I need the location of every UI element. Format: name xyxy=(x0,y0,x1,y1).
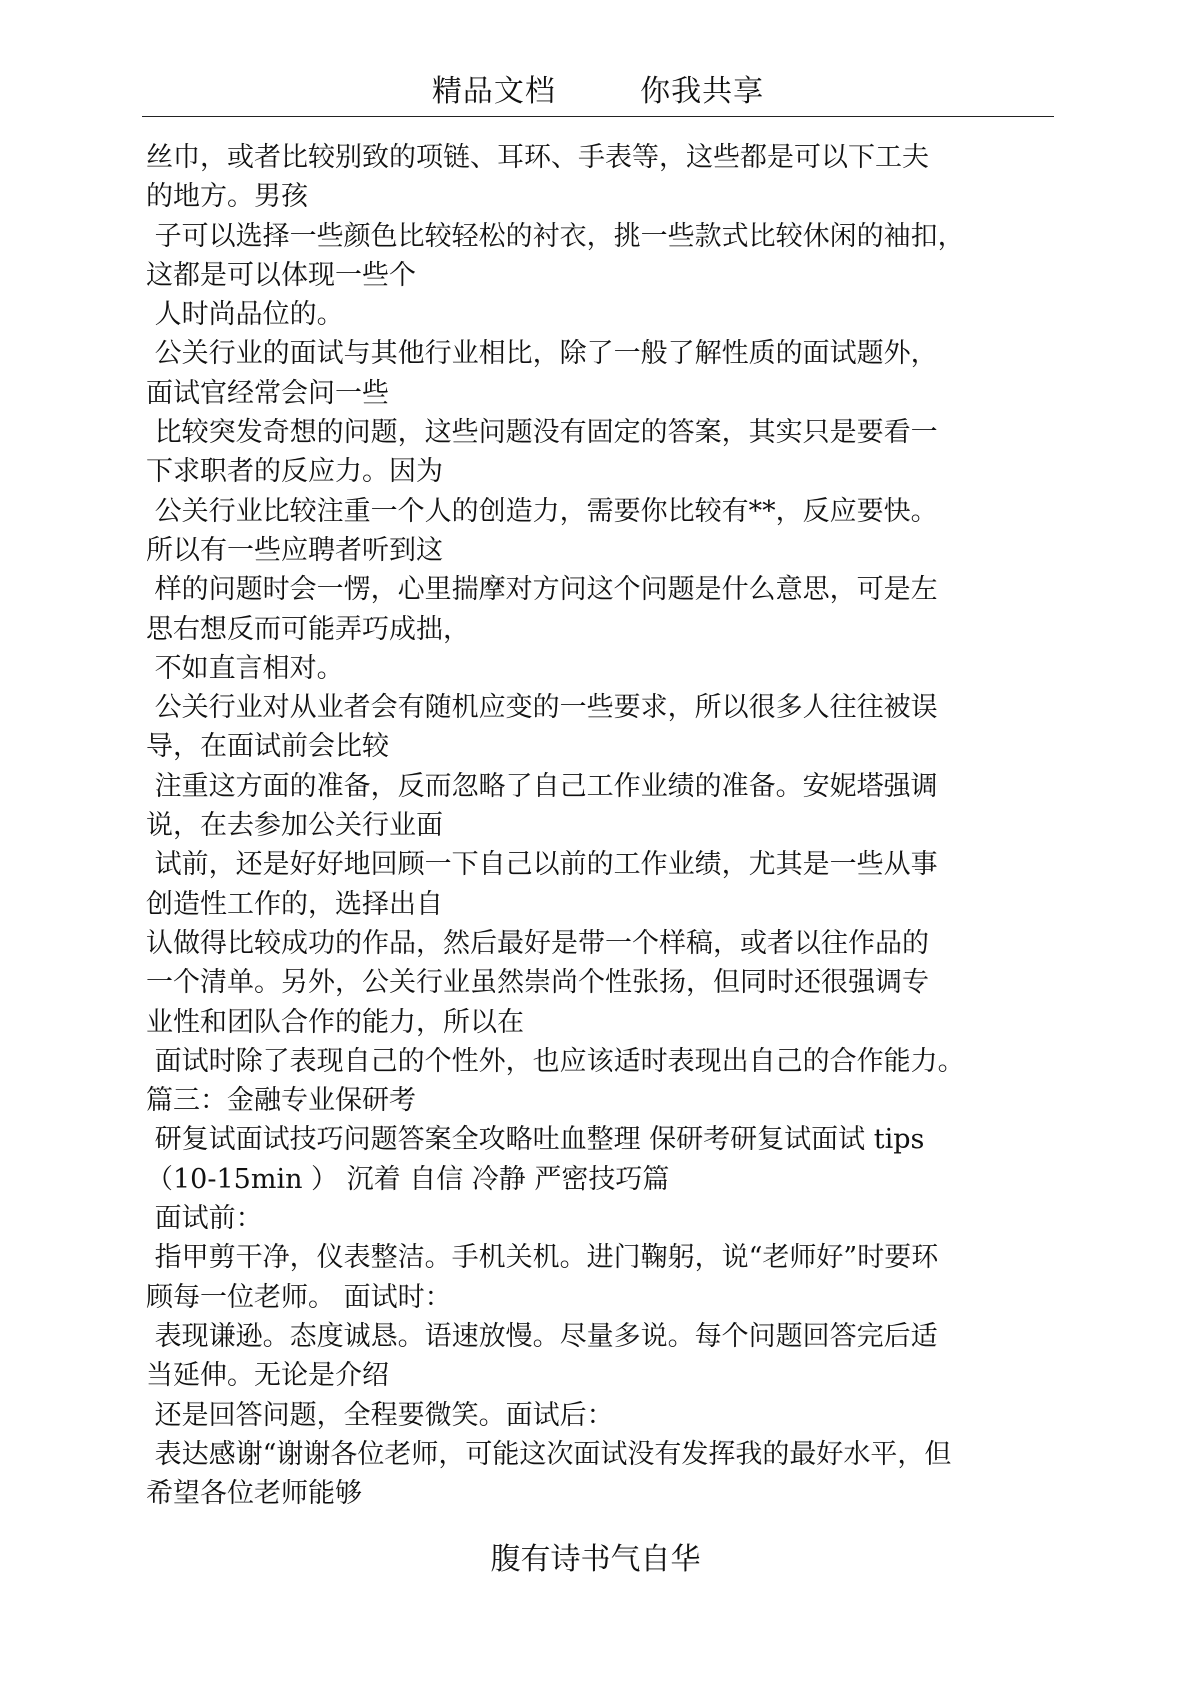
header-text: 精品文档 你我共享 xyxy=(431,74,765,109)
text-line: 丝巾，或者比较别致的项链、耳环、手表等，这些都是可以下工夫 xyxy=(146,142,929,173)
text-line: 不如直言相对。 xyxy=(146,652,344,684)
text-line: 还是回答问题，全程要微笑。面试后： xyxy=(146,1399,614,1431)
text-line: 一个清单。另外，公关行业虽然崇尚个性张扬，但同时还很强调专 xyxy=(146,967,929,999)
text-line: 业性和团队合作的能力，所以在 xyxy=(146,1006,524,1038)
text-line: 样的问题时会一愣，心里揣摩对方问这个问题是什么意思，可是左 xyxy=(146,574,938,606)
text-line: 思右想反而可能弄巧成拙， xyxy=(146,613,470,645)
text-line: 顾每一位老师。 面试时： xyxy=(146,1281,452,1313)
text-line: 认做得比较成功的作品，然后最好是带一个样稿，或者以往作品的 xyxy=(146,927,929,959)
text-line: 说，在去参加公关行业面 xyxy=(146,810,443,842)
text-line: 导，在面试前会比较 xyxy=(146,731,389,763)
text-line: 所以有一些应聘者听到这 xyxy=(146,534,443,566)
text-line: 公关行业的面试与其他行业相比，除了一般了解性质的面试题外， xyxy=(146,338,938,370)
text-line: 表现谦逊。态度诚恳。语速放慢。尽量多说。每个问题回答完后适 xyxy=(146,1320,938,1352)
text-line: 当延伸。无论是介绍 xyxy=(146,1360,389,1392)
text-line: 子可以选择一些颜色比较轻松的衬衣，挑一些款式比较休闲的袖扣， xyxy=(146,220,965,252)
text-line: 试前，还是好好地回顾一下自己以前的工作业绩，尤其是一些从事 xyxy=(146,849,938,881)
text-line: 面试官经常会问一些 xyxy=(146,377,389,409)
page-header xyxy=(142,60,1054,117)
text-line: 希望各位老师能够 xyxy=(146,1478,362,1510)
text-line: 指甲剪干净，仪表整洁。手机关机。进门鞠躬，说“老师好”时要环 xyxy=(146,1242,939,1274)
document-body xyxy=(146,138,1076,1513)
text-line: 研复试面试技巧问题答案全攻略吐血整理 保研考研复试面试 tips xyxy=(146,1124,925,1156)
text-line: 下求职者的反应力。因为 xyxy=(146,456,443,488)
text-line: 公关行业比较注重一个人的创造力，需要你比较有**，反应要快。 xyxy=(146,495,938,527)
text-line: 这都是可以体现一些个 xyxy=(146,259,416,291)
text-line: 比较突发奇想的问题，这些问题没有固定的答案，其实只是要看一 xyxy=(146,417,938,449)
text-line: 公关行业对从业者会有随机应变的一些要求，所以很多人往往被误 xyxy=(146,692,938,724)
text-line: 注重这方面的准备，反而忽略了自己工作业绩的准备。安妮塔强调 xyxy=(146,770,938,802)
text-line: 人时尚品位的。 xyxy=(146,299,344,331)
text-line: （10-15min ） 沉着 自信 冷静 严密技巧篇 xyxy=(146,1163,670,1195)
text-line: 创造性工作的，选择出自 xyxy=(146,888,443,920)
page-footer: 腹有诗书气自华 xyxy=(490,1542,701,1577)
text-line: 表达感谢“谢谢各位老师，可能这次面试没有发挥我的最好水平，但 xyxy=(146,1438,952,1470)
text-line: 面试时除了表现自己的个性外，也应该适时表现出自己的合作能力。 xyxy=(146,1045,965,1077)
text-line: 的地方。男孩 xyxy=(146,181,308,213)
text-line: 面试前： xyxy=(146,1203,263,1235)
section-heading-line: 篇三：金融专业保研考 xyxy=(146,1085,416,1117)
